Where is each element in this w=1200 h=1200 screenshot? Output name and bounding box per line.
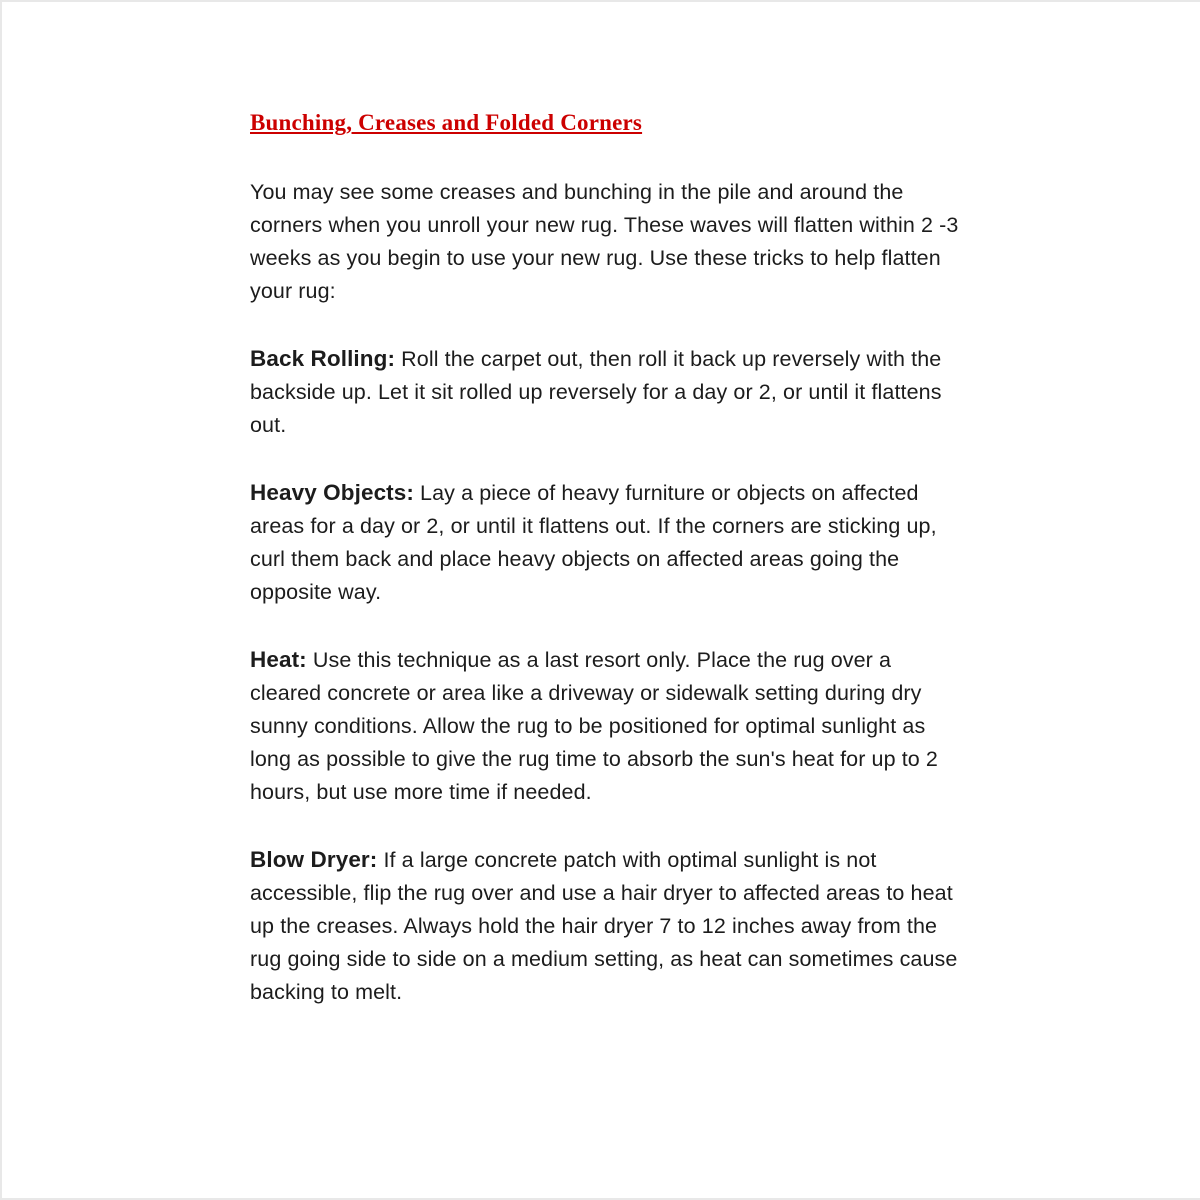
section-label-blow-dryer: Blow Dryer: bbox=[250, 847, 378, 872]
section-back-rolling bbox=[250, 342, 962, 442]
section-heavy-objects bbox=[250, 476, 962, 609]
rug-care-document bbox=[2, 2, 1200, 1198]
section-text-heavy-objects: Lay a piece of heavy furniture or objects on affected areas for a day or 2, or until it flattens out. If the corners are sticking up, curl them back and place heavy objects on affected areas going the opposite way. bbox=[250, 481, 937, 604]
section-text-blow-dryer: If a large concrete patch with optimal sunlight is not accessible, flip the rug over and use a hair dryer to affected areas to heat up the creases. Always hold the hair dryer 7 to 12 inches away from the rug going side to side on a medium setting, as heat can sometimes cause backing to melt. bbox=[250, 848, 958, 1004]
section-label-heat: Heat: bbox=[250, 647, 307, 672]
section-blow-dryer bbox=[250, 843, 962, 1009]
section-heat bbox=[250, 643, 962, 809]
document-title: Bunching, Creases and Folded Corners bbox=[250, 110, 643, 135]
section-label-back-rolling: Back Rolling: bbox=[250, 346, 396, 371]
section-text-heat: Use this technique as a last resort only. Place the rug over a cleared concrete or area like a driveway or sidewalk setting during dry sunny conditions. Allow the rug to be positioned for optimal sunlight as long as possible to give the rug time to absorb the sun's heat for up to 2 hours, but use more time if needed. bbox=[250, 648, 938, 804]
section-text-back-rolling: Roll the carpet out, then roll it back up reversely with the backside up. Let it sit rolled up reversely for a day or 2, or until it flattens out. bbox=[250, 347, 942, 437]
section-label-heavy-objects: Heavy Objects: bbox=[250, 480, 414, 505]
intro-paragraph: You may see some creases and bunching in the pile and around the corners when you unroll your new rug. These waves will flatten within 2 -3 weeks as you begin to use your new rug. Use these tricks to help flatten your rug: bbox=[250, 180, 959, 303]
